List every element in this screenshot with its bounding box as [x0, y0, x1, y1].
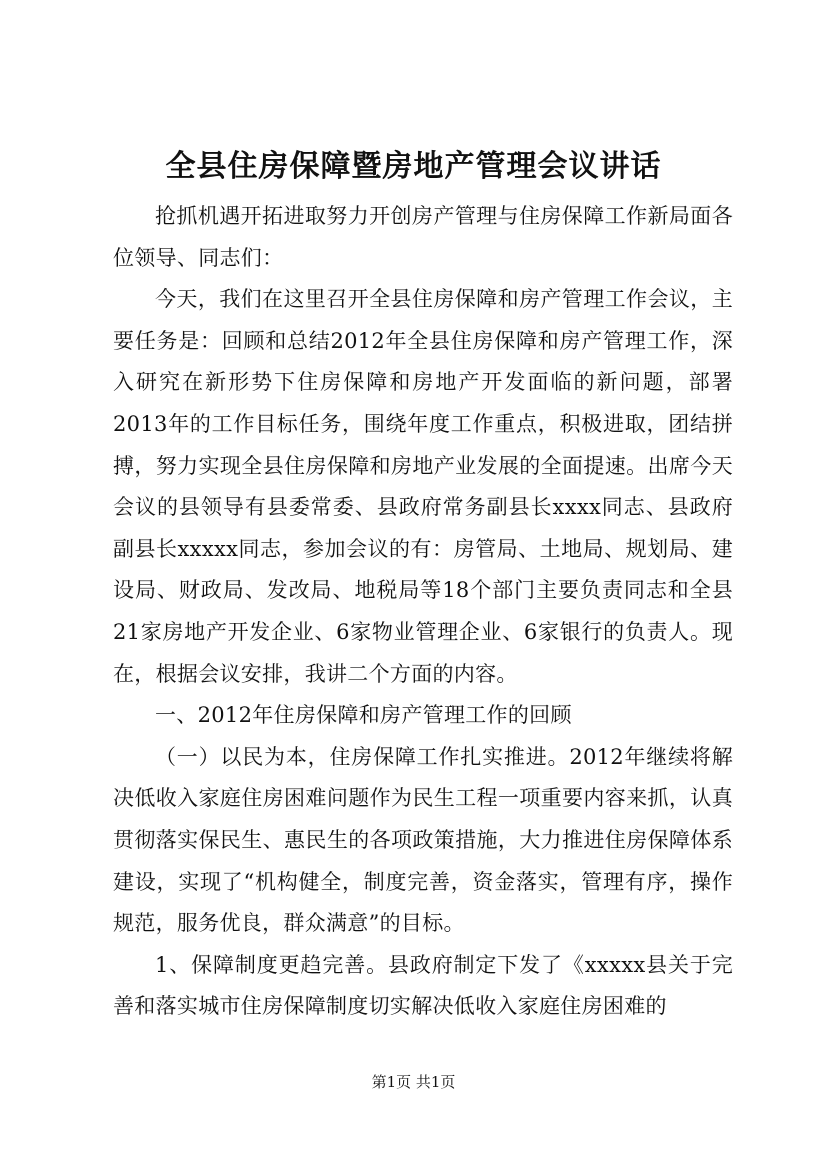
paragraph-security-system: 1、保障制度更趋完善。县政府制定下发了《xxxxx县关于完善和落实城市住房保障制度切实解决低收入家庭住房困难的	[113, 952, 733, 1019]
document-title: 全县住房保障暨房地产管理会议讲话	[165, 149, 662, 184]
paragraph-housing-security: （一）以民为本，住房保障工作扎实推进。2012年继续将解决低收入家庭住房困难问题作为民生工程一项重要内容来抓，认真贯彻落实保民生、惠民生的各项政策措施，大力推进住房保障体系建设，实现了“机构健全，制度完善，资金落实，管理有序，操作规范，服务优良，群众满意”的目标。	[113, 744, 733, 936]
page-number: 第1页 共1页	[371, 1073, 456, 1091]
paragraph-opening: 抢抓机遇开拓进取努力开创房产管理与住房保障工作新局面各位领导、同志们：	[113, 204, 733, 270]
document-body	[113, 196, 733, 1028]
section-heading-review: 一、2012年住房保障和房产管理工作的回顾	[155, 703, 572, 728]
paragraph-introduction: 今天，我们在这里召开全县住房保障和房产管理工作会议，主要任务是：回顾和总结2012年全县住房保障和房产管理工作，深入研究在新形势下住房保障和房地产开发面临的新问题，部署2013年的工作目标任务，围绕年度工作重点，积极进取，团结拼搏，努力实现全县住房保障和房地产业发展的全面提速。出席今天会议的县领导有县委常委、县政府常务副县长xxxx同志、县政府副县长xxxxx同志，参加会议的有：房管局、土地局、规划局、建设局、财政局、发改局、地税局等18个部门主要负责同志和全县21家房地产开发企业、6家物业管理企业、6家银行的负责人。现在，根据会议安排，我讲二个方面的内容。	[113, 287, 733, 686]
